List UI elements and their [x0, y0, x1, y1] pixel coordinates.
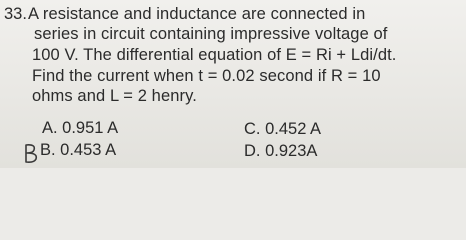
handwritten-answer-mark-icon — [22, 142, 40, 164]
question-line-3: 100 V. The differential equation of E = Ri + Ldi/dt. — [32, 46, 397, 64]
question-line-2: series in circuit containing impressive voltage of — [34, 25, 388, 43]
choice-a: A. 0.951 A — [42, 119, 119, 137]
question-line-1: A resistance and inductance are connected in — [28, 5, 366, 23]
question-line-5: ohms and L = 2 henry. — [32, 87, 197, 105]
question-number: 33. — [4, 5, 27, 23]
choice-c: C. 0.452 A — [244, 120, 322, 138]
question-line-4: Find the current when t = 0.02 second if R = 10 — [32, 67, 381, 85]
choice-d: D. 0.923A — [244, 142, 318, 160]
choice-b: B. 0.453 A — [40, 141, 117, 159]
